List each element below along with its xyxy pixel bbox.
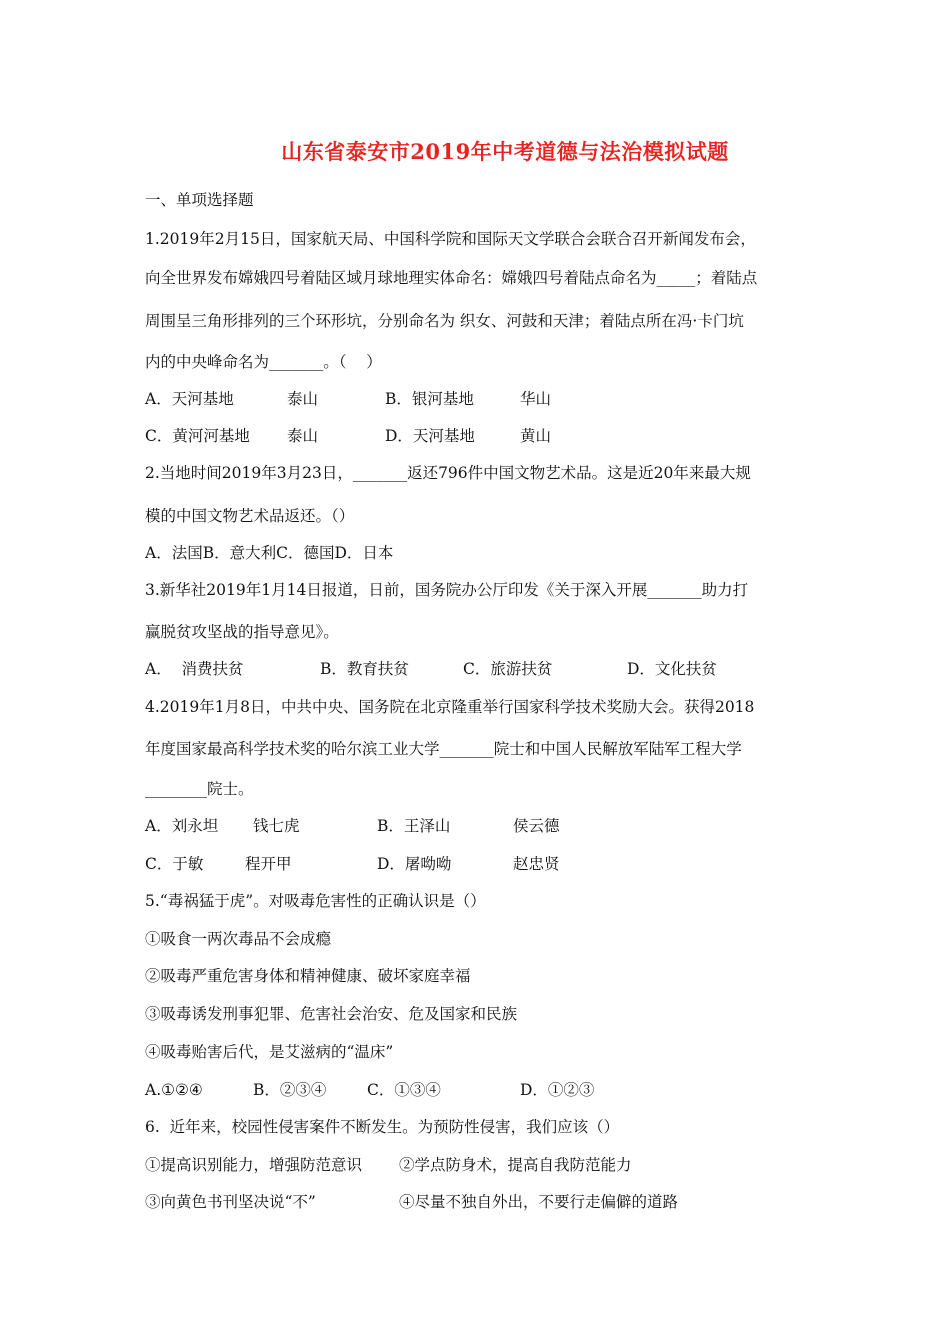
question-5-item: ①吸食一两次毒品不会成瘾	[145, 930, 332, 948]
option-d-extra: 赵忠贤	[513, 855, 560, 873]
question-4-line: 4.2019年1月8日，中共中央、国务院在北京隆重举行国家科学技术奖励大会。获得2018	[145, 698, 755, 716]
question-3-line: 赢脱贫攻坚战的指导意见》。	[145, 623, 339, 641]
question-5-stem: 5.“毒祸猛于虎”。对吸毒危害性的正确认识是（）	[145, 892, 486, 910]
question-1-options-row	[145, 389, 825, 409]
question-6-item: ②学点防身术，提高自我防范能力	[399, 1156, 632, 1174]
option-d[interactable]: D．屠呦呦	[377, 855, 452, 873]
option-c-extra: 程开甲	[245, 855, 292, 873]
option-c[interactable]: C．①③④	[367, 1081, 441, 1099]
question-1-line: 内的中央峰命名为_______。（ ）	[145, 353, 382, 371]
option-c[interactable]: C．于敏	[145, 855, 204, 873]
question-1-options-row	[145, 426, 825, 446]
question-6-item: ③向黄色书刊坚决说“不”	[145, 1193, 316, 1211]
question-4-line: 年度国家最高科学技术奖的哈尔滨工业大学_______院士和中国人民解放军陆军工程大学	[145, 740, 742, 758]
page-title: 山东省泰安市2019年中考道德与法治模拟试题	[281, 139, 729, 164]
option-d[interactable]: D．文化扶贫	[627, 660, 717, 678]
question-4-line: ________院士。	[145, 780, 254, 798]
option-b[interactable]: B．②③④	[253, 1081, 327, 1099]
option-b[interactable]: B．教育扶贫	[320, 660, 409, 678]
question-5-options-row	[145, 1080, 825, 1100]
question-6-stem: 6. 近年来，校园性侵害案件不断发生。为预防性侵害，我们应该（）	[145, 1118, 620, 1136]
option-c-extra: 泰山	[287, 427, 319, 445]
option-a-extra: 钱七虎	[253, 817, 300, 835]
question-3-line: 3.新华社2019年1月14日报道，日前，国务院办公厅印发《关于深入开展_______助力打	[145, 581, 749, 599]
question-1-line: 周围呈三角形排列的三个环形坑，分别命名为 织女、河鼓和天津；着陆点所在冯·卡门坑	[145, 312, 744, 330]
question-2-line: 模的中国文物艺术品返还。（）	[145, 507, 355, 525]
option-b[interactable]: B．王泽山	[377, 817, 451, 835]
option-a[interactable]: A．刘永坦	[145, 817, 219, 835]
question-4-options-row	[145, 854, 825, 874]
question-2-line: 2.当地时间2019年3月23日，_______返还796件中国文物艺术品。这是近20年来最大规	[145, 464, 751, 482]
option-b-extra: 侯云德	[513, 817, 560, 835]
option-d[interactable]: D．天河基地	[385, 427, 475, 445]
question-6-items-row	[145, 1155, 825, 1175]
question-1-line: 1.2019年2月15日，国家航天局、中国科学院和国际天文学联合会联合召开新闻发布会，	[145, 230, 756, 248]
question-3-options-row	[145, 659, 825, 679]
question-5-item: ④吸毒贻害后代，是艾滋病的“温床”	[145, 1043, 394, 1061]
question-1-line: 向全世界发布嫦娥四号着陆区域月球地理实体命名：嫦娥四号着陆点命名为_____；着陆点	[145, 269, 758, 287]
option-b[interactable]: B．银河基地	[385, 390, 474, 408]
option-c[interactable]: C．旅游扶贫	[463, 660, 553, 678]
question-4-options-row	[145, 816, 825, 836]
option-a[interactable]: A． 消费扶贫	[145, 660, 244, 678]
option-c[interactable]: C．黄河河基地	[145, 427, 250, 445]
option-a-extra: 泰山	[287, 390, 319, 408]
option-b-extra: 华山	[520, 390, 552, 408]
option-a[interactable]: A．天河基地	[145, 390, 234, 408]
question-6-items-row	[145, 1192, 825, 1212]
question-5-item: ③吸毒诱发刑事犯罪、危害社会治安、危及国家和民族	[145, 1005, 518, 1023]
question-6-item: ①提高识别能力，增强防范意识	[145, 1156, 363, 1174]
section-heading: 一、单项选择题	[145, 191, 254, 209]
question-5-item: ②吸毒严重危害身体和精神健康、破坏家庭幸福	[145, 967, 471, 985]
option-a[interactable]: A.①②④	[145, 1081, 203, 1099]
option-d-extra: 黄山	[520, 427, 552, 445]
option-d[interactable]: D．①②③	[520, 1081, 595, 1099]
question-2-options[interactable]: A．法国B．意大利C．德国D．日本	[145, 544, 394, 562]
question-6-item: ④尽量不独自外出，不要行走偏僻的道路	[399, 1193, 679, 1211]
